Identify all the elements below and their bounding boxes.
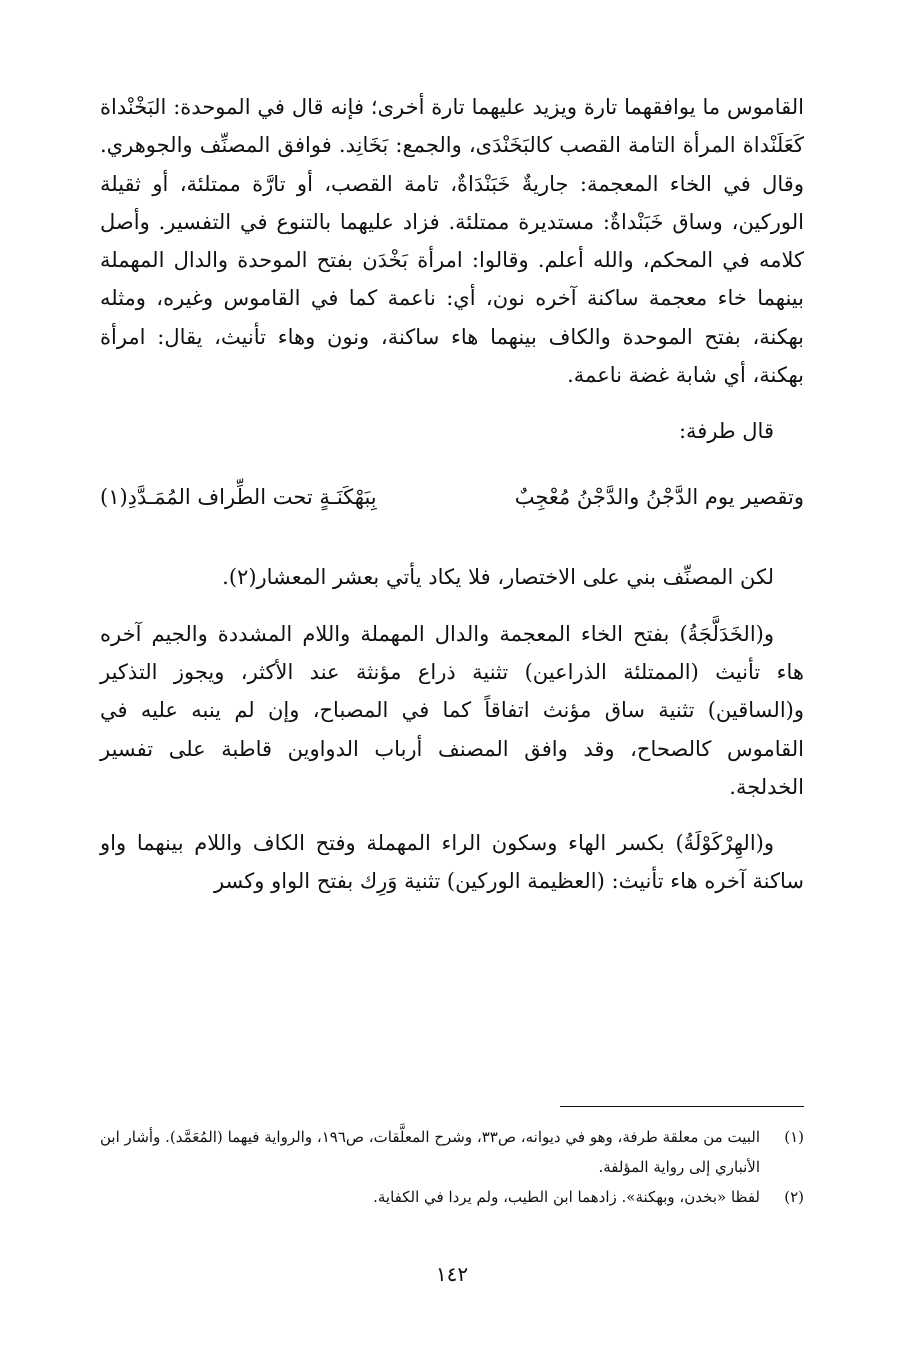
footnote-1 xyxy=(100,1122,804,1182)
footnote-text: لفظا «بخدن، وبهكنة». زادهما ابن الطيب، ولم يردا في الكفاية. xyxy=(373,1188,760,1206)
paragraph-3: و(الخَدَلَّجَةُ) بفتح الخاء المعجمة والدال المهملة واللام المشددة والجيم آخره هاء تأنيث (الممتلئة الذراعين) تثنية ذراع مؤنثة عند الأكثر، ويجوز التذكير و(الساقين) تثنية ساق مؤنث اتفاقاً كما في المصباح، وإن لم ينبه عليه في القاموس كالصحاح، وقد وافق المصنف أرباب الدواوين قاطبة على تفسير الخدلجة. xyxy=(100,621,804,799)
verse-second-hemistich: بِبَهْكَنَـةٍ تحت الطِّراف المُمَـدَّدِ(١) xyxy=(100,485,377,510)
footnote-number: (١) xyxy=(784,1128,804,1146)
verse-first-hemistich: وتقصير يوم الدَّجْنُ والدَّجْنُ مُعْجِبٌ xyxy=(514,485,804,510)
footnote-text: البيت من معلقة طرفة، وهو في ديوانه، ص٣٣، وشرح المعلَّقات، ص١٩٦، والرواية فيهما (المُعَمَّد). وأشار ابن الأنباري إلى رواية المؤلفة. xyxy=(100,1128,760,1176)
main-text xyxy=(100,88,804,901)
page-number: ١٤٢ xyxy=(435,1262,469,1286)
poem-verse xyxy=(100,478,804,516)
paragraph-2: لكن المصنِّف بني على الاختصار، فلا يكاد يأتي بعشر المعشار(٢). xyxy=(222,565,774,590)
paragraph-1: القاموس ما يوافقهما تارة ويزيد عليهما تارة أخرى؛ فإنه قال في الموحدة: البَخْنْداة كَعَلَنْداة المرأة التامة القصب كالبَخَنْدَى، والجمع: بَخَانِد. فوافق المصنِّف والجوهري. وقال في الخاء المعجمة: جاريةٌ خَبَنْدَاةٌ، تامة القصب، أو تارَّة ممتلئة، أو ثقيلة الوركين، وساق خَبَنْداةٌ: مستديرة ممتلئة. فزاد عليهما بالتنوع في التفسير. وأصل كلامه في المحكم، والله أعلم. وقالوا: امرأة بَخْدَن بفتح الموحدة والدال المهملة بينهما خاء معجمة ساكنة آخره نون، أي: ناعمة كما في القاموس وغيره، ومثله بهكنة، بفتح الموحدة والكاف بينهما هاء ساكنة، ونون وهاء تأنيث، يقال: امرأة بهكنة، أي شابة غضة ناعمة. xyxy=(100,95,805,388)
paragraph-4: و(الهِرْكَوْلَةُ) بكسر الهاء وسكون الراء المهملة وفتح الكاف واللام بينهما واو ساكنة آخره هاء تأنيث: (العظيمة الوركين) تثنية وَرِك بفتح الواو وكسر xyxy=(100,831,804,894)
footnote-number: (٢) xyxy=(784,1188,804,1206)
verse-intro: قال طرفة: xyxy=(678,419,774,444)
footnotes xyxy=(100,1122,804,1212)
footnote-2 xyxy=(100,1182,804,1212)
footnote-separator xyxy=(560,1106,804,1107)
